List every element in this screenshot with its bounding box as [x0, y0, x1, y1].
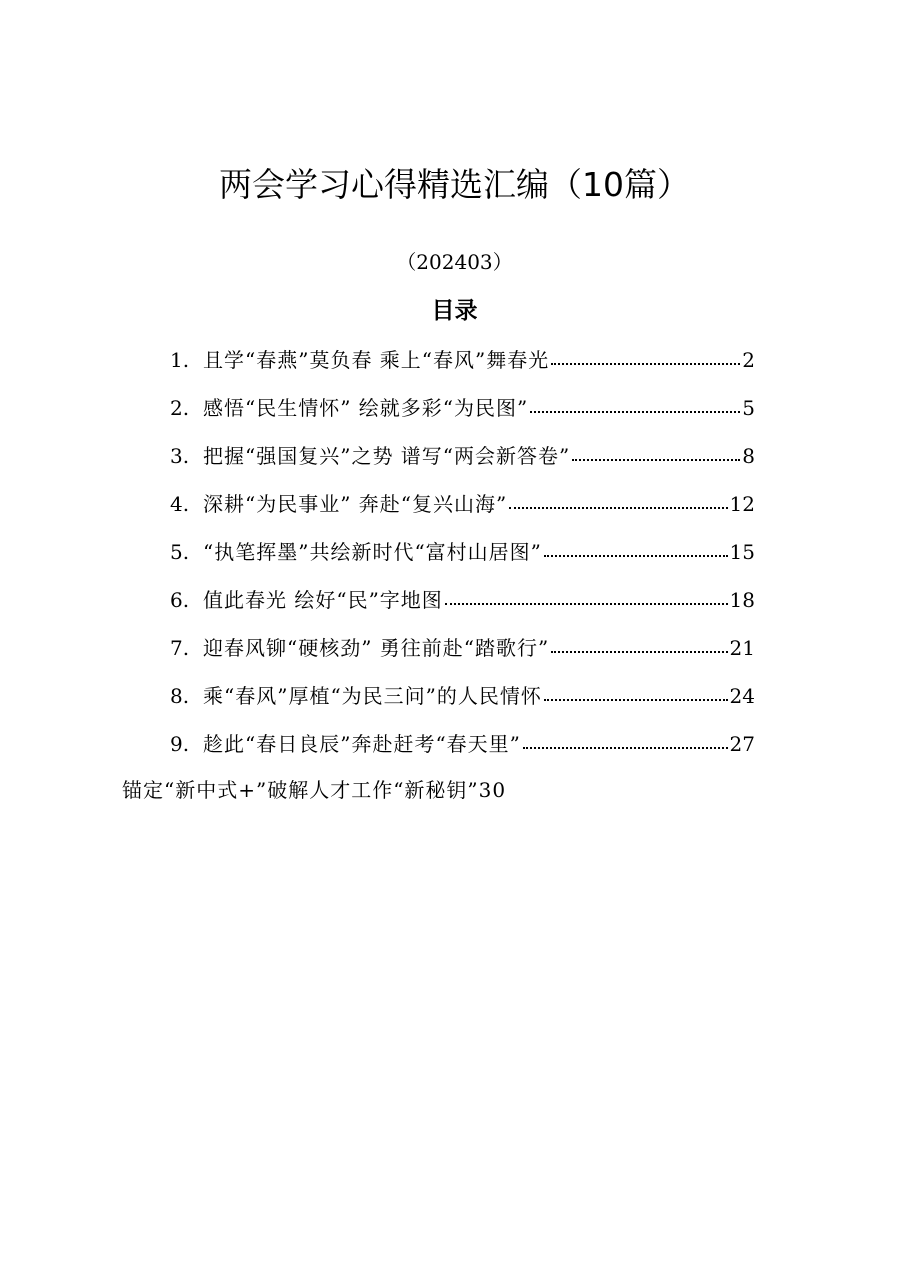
toc-entry-page: 27	[729, 732, 755, 756]
toc-dot-leader	[572, 443, 740, 463]
document-date: （202403）	[396, 250, 513, 274]
toc-entry-title: 且学“春燕”莫负春 乘上“春风”舞春光	[203, 348, 550, 372]
toc-entry[interactable]	[170, 679, 755, 727]
toc-entry[interactable]	[170, 487, 755, 535]
toc-dot-leader	[544, 683, 728, 703]
toc-entry[interactable]	[170, 439, 755, 487]
toc-dot-leader	[445, 587, 728, 607]
toc-entry-title: “执笔挥墨”共绘新时代“富村山居图”	[203, 540, 542, 564]
toc-entry-page: 12	[729, 492, 755, 516]
toc-entry-page: 15	[729, 540, 755, 564]
toc-entry[interactable]	[170, 631, 755, 679]
toc-entry-number: 1.	[170, 348, 190, 372]
toc-entry-number: 8.	[170, 684, 190, 708]
toc-entry-number: 9.	[170, 732, 190, 756]
toc-entry-page: 5	[742, 396, 755, 420]
toc-entry-page: 18	[729, 588, 755, 612]
toc-dot-leader	[530, 395, 740, 415]
toc-entry-page: 8	[742, 444, 755, 468]
toc-entry[interactable]	[170, 535, 755, 583]
toc-dot-leader	[544, 539, 728, 559]
toc-entry-page: 2	[742, 348, 755, 372]
toc-entry-number: 3.	[170, 444, 190, 468]
toc-entry[interactable]	[170, 343, 755, 391]
toc-entry-page: 21	[729, 636, 755, 660]
toc-entry-page: 24	[729, 684, 755, 708]
toc-entry-title: 乘“春风”厚植“为民三问”的人民情怀	[203, 684, 542, 708]
toc-entry-number: 5.	[170, 540, 190, 564]
toc-entry[interactable]	[170, 391, 755, 439]
toc-extra-entry[interactable]: 锚定“新中式+”破解人才工作“新秘钥”30	[122, 778, 507, 802]
toc-entry-title: 把握“强国复兴”之势 谱写“两会新答卷”	[203, 444, 571, 468]
toc-heading: 目录	[431, 297, 478, 324]
toc-dot-leader	[551, 347, 740, 367]
toc-entry[interactable]	[170, 583, 755, 631]
toc-entry-number: 6.	[170, 588, 190, 612]
toc-dot-leader	[523, 731, 728, 751]
table-of-contents	[170, 343, 755, 775]
toc-entry-title: 迎春风铆“硬核劲” 勇往前赴“踏歌行”	[203, 636, 550, 660]
toc-entry-number: 7.	[170, 636, 190, 660]
toc-entry-number: 4.	[170, 492, 190, 516]
toc-entry-number: 2.	[170, 396, 190, 420]
toc-entry-title: 趁此“春日良辰”奔赴赶考“春天里”	[203, 732, 521, 756]
toc-dot-leader	[509, 491, 727, 511]
toc-entry-title: 深耕“为民事业” 奔赴“复兴山海”	[203, 492, 508, 516]
toc-entry-title: 感悟“民生情怀” 绘就多彩“为民图”	[203, 396, 529, 420]
document-title: 两会学习心得精选汇编（10篇）	[219, 165, 690, 204]
toc-entry[interactable]	[170, 727, 755, 775]
toc-entry-title: 值此春光 绘好“民”字地图	[203, 588, 443, 612]
toc-dot-leader	[551, 635, 727, 655]
